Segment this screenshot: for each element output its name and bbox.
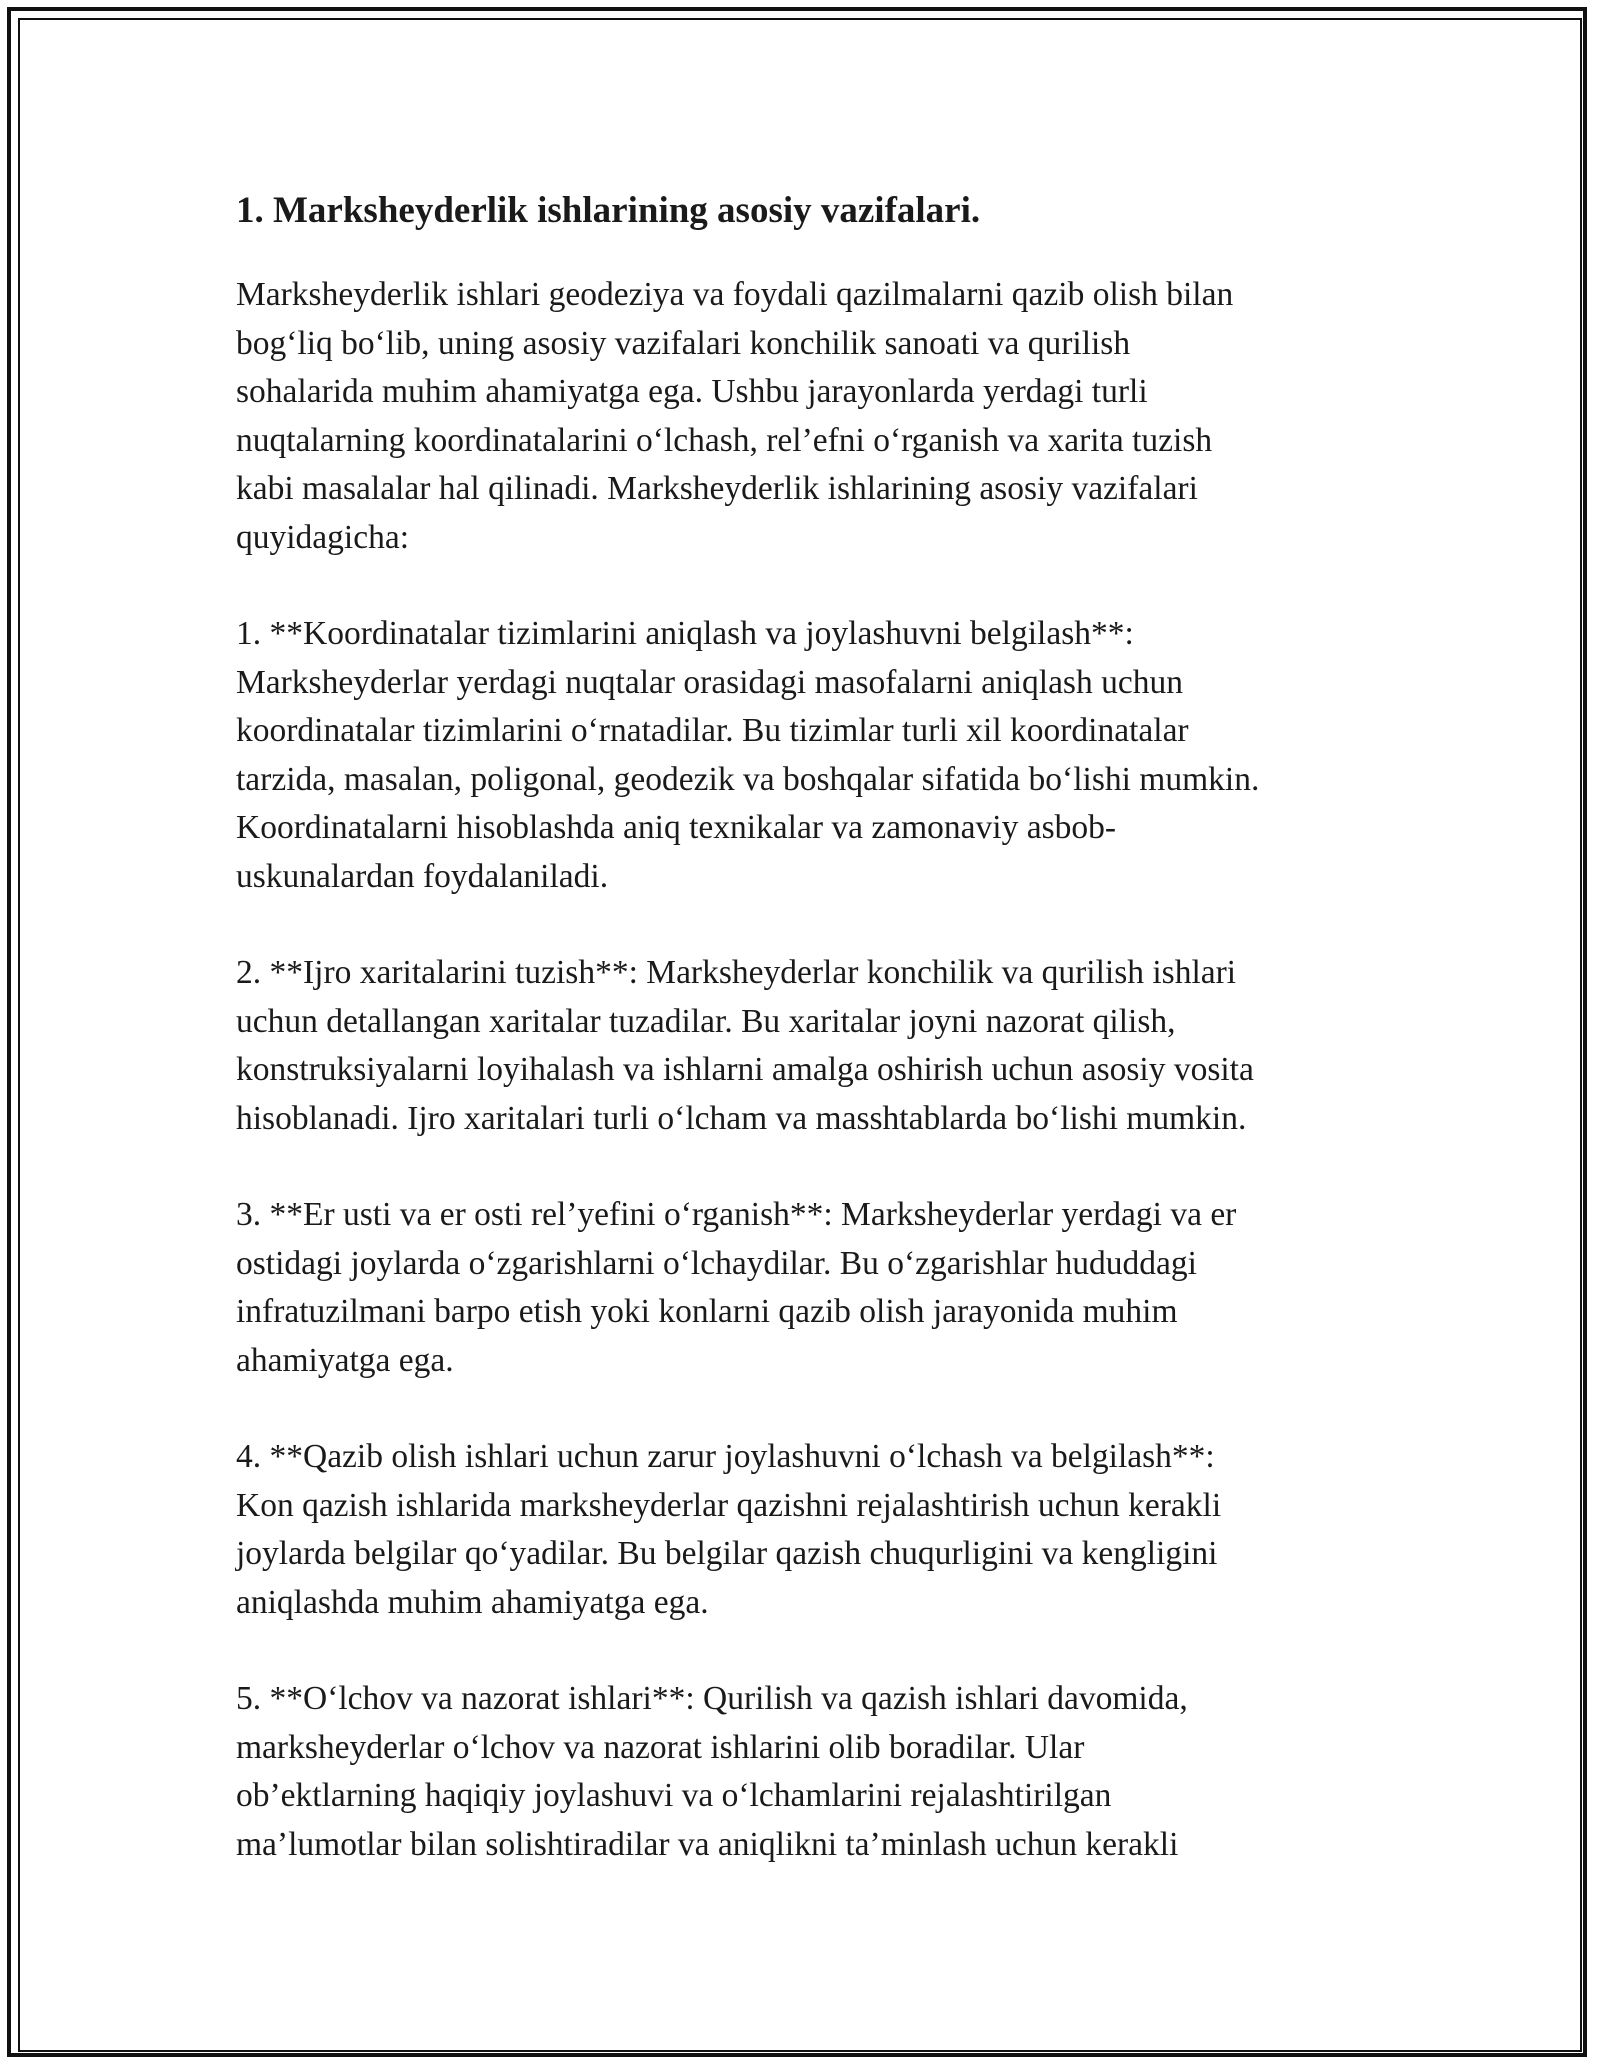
document-body: [236, 185, 1386, 1917]
text-line: ahamiyatga ega.: [236, 1341, 454, 1379]
text-line: ostidagi joylarda o‘zgarishlarni o‘lchaydilar. Bu o‘zgarishlar hududdagi: [236, 1244, 1197, 1282]
text-line: bog‘liq bo‘lib, uning asosiy vazifalari konchilik sanoati va qurilish: [236, 324, 1131, 362]
text-line: tarzida, masalan, poligonal, geodezik va boshqalar sifatida bo‘lishi mumkin.: [236, 760, 1260, 798]
text-line: konstruksiyalarni loyihalash va ishlarni amalga oshirish uchun asosiy vosita: [236, 1051, 1254, 1088]
text-line: sohalarida muhim ahamiyatga ega. Ushbu jarayonlarda yerdagi turli: [236, 373, 1148, 410]
text-line: hisoblanadi. Ijro xaritalari turli o‘lcham va masshtablarda bo‘lishi mumkin.: [236, 1099, 1247, 1137]
text-line: aniqlashda muhim ahamiyatga ega.: [236, 1583, 709, 1621]
text-line: Marksheyderlik ishlari geodeziya va foydali qazilmalarni qazib olish bilan: [236, 276, 1234, 313]
text-line: Koordinatalarni hisoblashda aniq texnikalar va zamonaviy asbob-: [236, 809, 1117, 846]
list-item-2-paragraph: [236, 949, 1386, 1143]
text-line: Kon qazish ishlarida marksheyderlar qazishni rejalashtirish uchun kerakli: [236, 1486, 1222, 1524]
text-line: joylarda belgilar qo‘yadilar. Bu belgilar qazish chuqurligini va kengligini: [236, 1535, 1218, 1572]
text-line: ob’ektlarning haqiqiy joylashuvi va o‘lchamlarini rejalashtirilgan: [236, 1777, 1112, 1814]
text-line: uchun detallangan xaritalar tuzadilar. Bu xaritalar joyni nazorat qilish,: [236, 1002, 1176, 1040]
text-line: quyidagicha:: [236, 518, 410, 556]
text-line: 2. **Ijro xaritalarini tuzish**: Marksheyderlar konchilik va qurilish ishlari: [236, 954, 1237, 991]
text-line: 4. **Qazib olish ishlari uchun zarur joylashuvni o‘lchash va belgilash**:: [236, 1438, 1215, 1475]
list-item-1-paragraph: [236, 610, 1386, 901]
document-title: 1. Marksheyderlik ishlarining asosiy vazifalari.: [236, 190, 981, 231]
list-item-4-paragraph: [236, 1433, 1386, 1627]
text-line: ma’lumotlar bilan solishtiradilar va aniqlikni ta’minlash uchun kerakli: [236, 1825, 1179, 1863]
intro-paragraph: [236, 271, 1386, 562]
text-line: Marksheyderlar yerdagi nuqtalar orasidagi masofalarni aniqlash uchun: [236, 663, 1183, 701]
text-line: marksheyderlar o‘lchov va nazorat ishlarini olib boradilar. Ular: [236, 1728, 1085, 1766]
text-line: infratuzilmani barpo etish yoki konlarni qazib olish jarayonida muhim: [236, 1293, 1178, 1330]
list-item-5-paragraph: [236, 1675, 1386, 1869]
text-line: nuqtalarning koordinatalarini o‘lchash, rel’efni o‘rganish va xarita tuzish: [236, 421, 1213, 459]
text-line: 1. **Koordinatalar tizimlarini aniqlash va joylashuvni belgilash**:: [236, 615, 1134, 652]
text-line: kabi masalalar hal qilinadi. Marksheyderlik ishlarining asosiy vazifalari: [236, 470, 1198, 507]
text-line: uskunalardan foydalaniladi.: [236, 857, 609, 895]
text-line: 5. **O‘lchov va nazorat ishlari**: Qurilish va qazish ishlari davomida,: [236, 1680, 1188, 1717]
text-line: koordinatalar tizimlarini o‘rnatadilar. Bu tizimlar turli xil koordinatalar: [236, 712, 1189, 749]
text-line: 3. **Er usti va er osti rel’yefini o‘rganish**: Marksheyderlar yerdagi va er: [236, 1196, 1237, 1233]
list-item-3-paragraph: [236, 1191, 1386, 1385]
